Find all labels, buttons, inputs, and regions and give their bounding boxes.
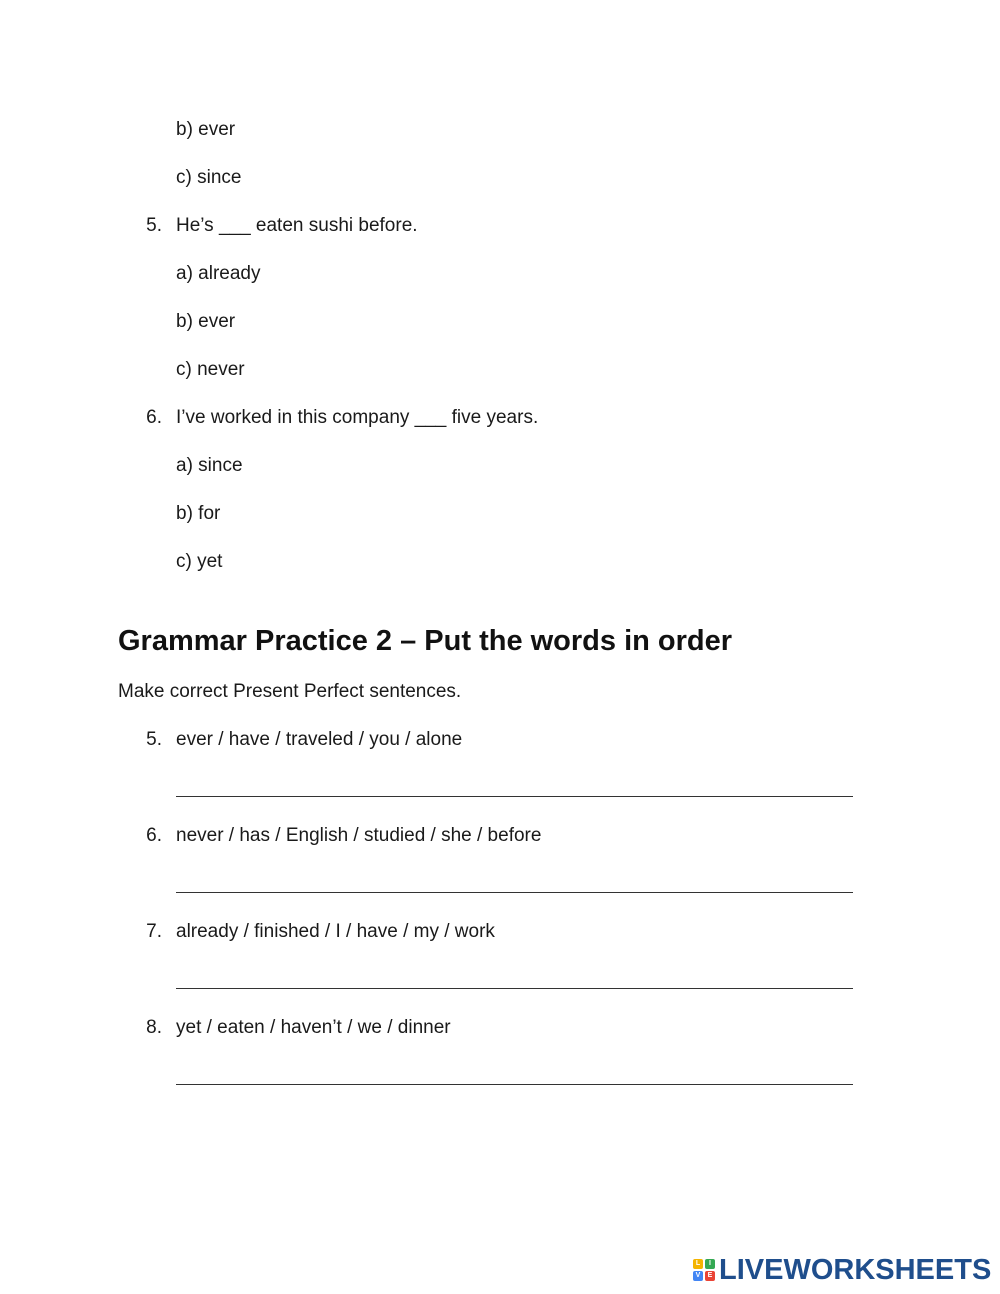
option-text[interactable]: a) since: [176, 455, 243, 476]
scrambled-words: yet / eaten / haven’t / we / dinner: [176, 1017, 451, 1038]
item-number: 6.: [146, 825, 162, 846]
logo-mark-letter: L: [693, 1259, 703, 1269]
option-text[interactable]: b) ever: [176, 311, 236, 332]
option-text: c) since: [176, 167, 242, 188]
section-heading: Grammar Practice 2 – Put the words in order: [118, 625, 733, 657]
item-number: 8.: [146, 1017, 162, 1038]
logo-mark-letter: E: [705, 1271, 715, 1281]
scrambled-words: never / has / English / studied / she / before: [176, 825, 542, 846]
question-number: 5.: [146, 215, 162, 236]
option-text[interactable]: c) yet: [176, 551, 223, 572]
question-text: I’ve worked in this company ___ five years.: [176, 407, 539, 428]
answer-field[interactable]: [176, 892, 853, 893]
answer-field[interactable]: [176, 1084, 853, 1085]
scrambled-words: ever / have / traveled / you / alone: [176, 729, 463, 750]
option-text[interactable]: a) already: [176, 263, 261, 284]
scrambled-words: already / finished / I / have / my / work: [176, 921, 495, 942]
logo-mark-letter: V: [693, 1271, 703, 1281]
logo-mark-letter: I: [705, 1259, 715, 1269]
item-number: 7.: [146, 921, 162, 942]
option-text: b) ever: [176, 119, 236, 140]
answer-field[interactable]: [176, 796, 853, 797]
logo-mark-icon: [693, 1259, 715, 1281]
liveworksheets-logo: [693, 1256, 991, 1284]
answer-field[interactable]: [176, 988, 853, 989]
logo-text: LIVEWORKSHEETS: [719, 1254, 992, 1286]
option-text[interactable]: c) never: [176, 359, 245, 380]
question-number: 6.: [146, 407, 162, 428]
question-text: He’s ___ eaten sushi before.: [176, 215, 418, 236]
section-instruction: Make correct Present Perfect sentences.: [118, 681, 462, 702]
item-number: 5.: [146, 729, 162, 750]
option-text[interactable]: b) for: [176, 503, 221, 524]
